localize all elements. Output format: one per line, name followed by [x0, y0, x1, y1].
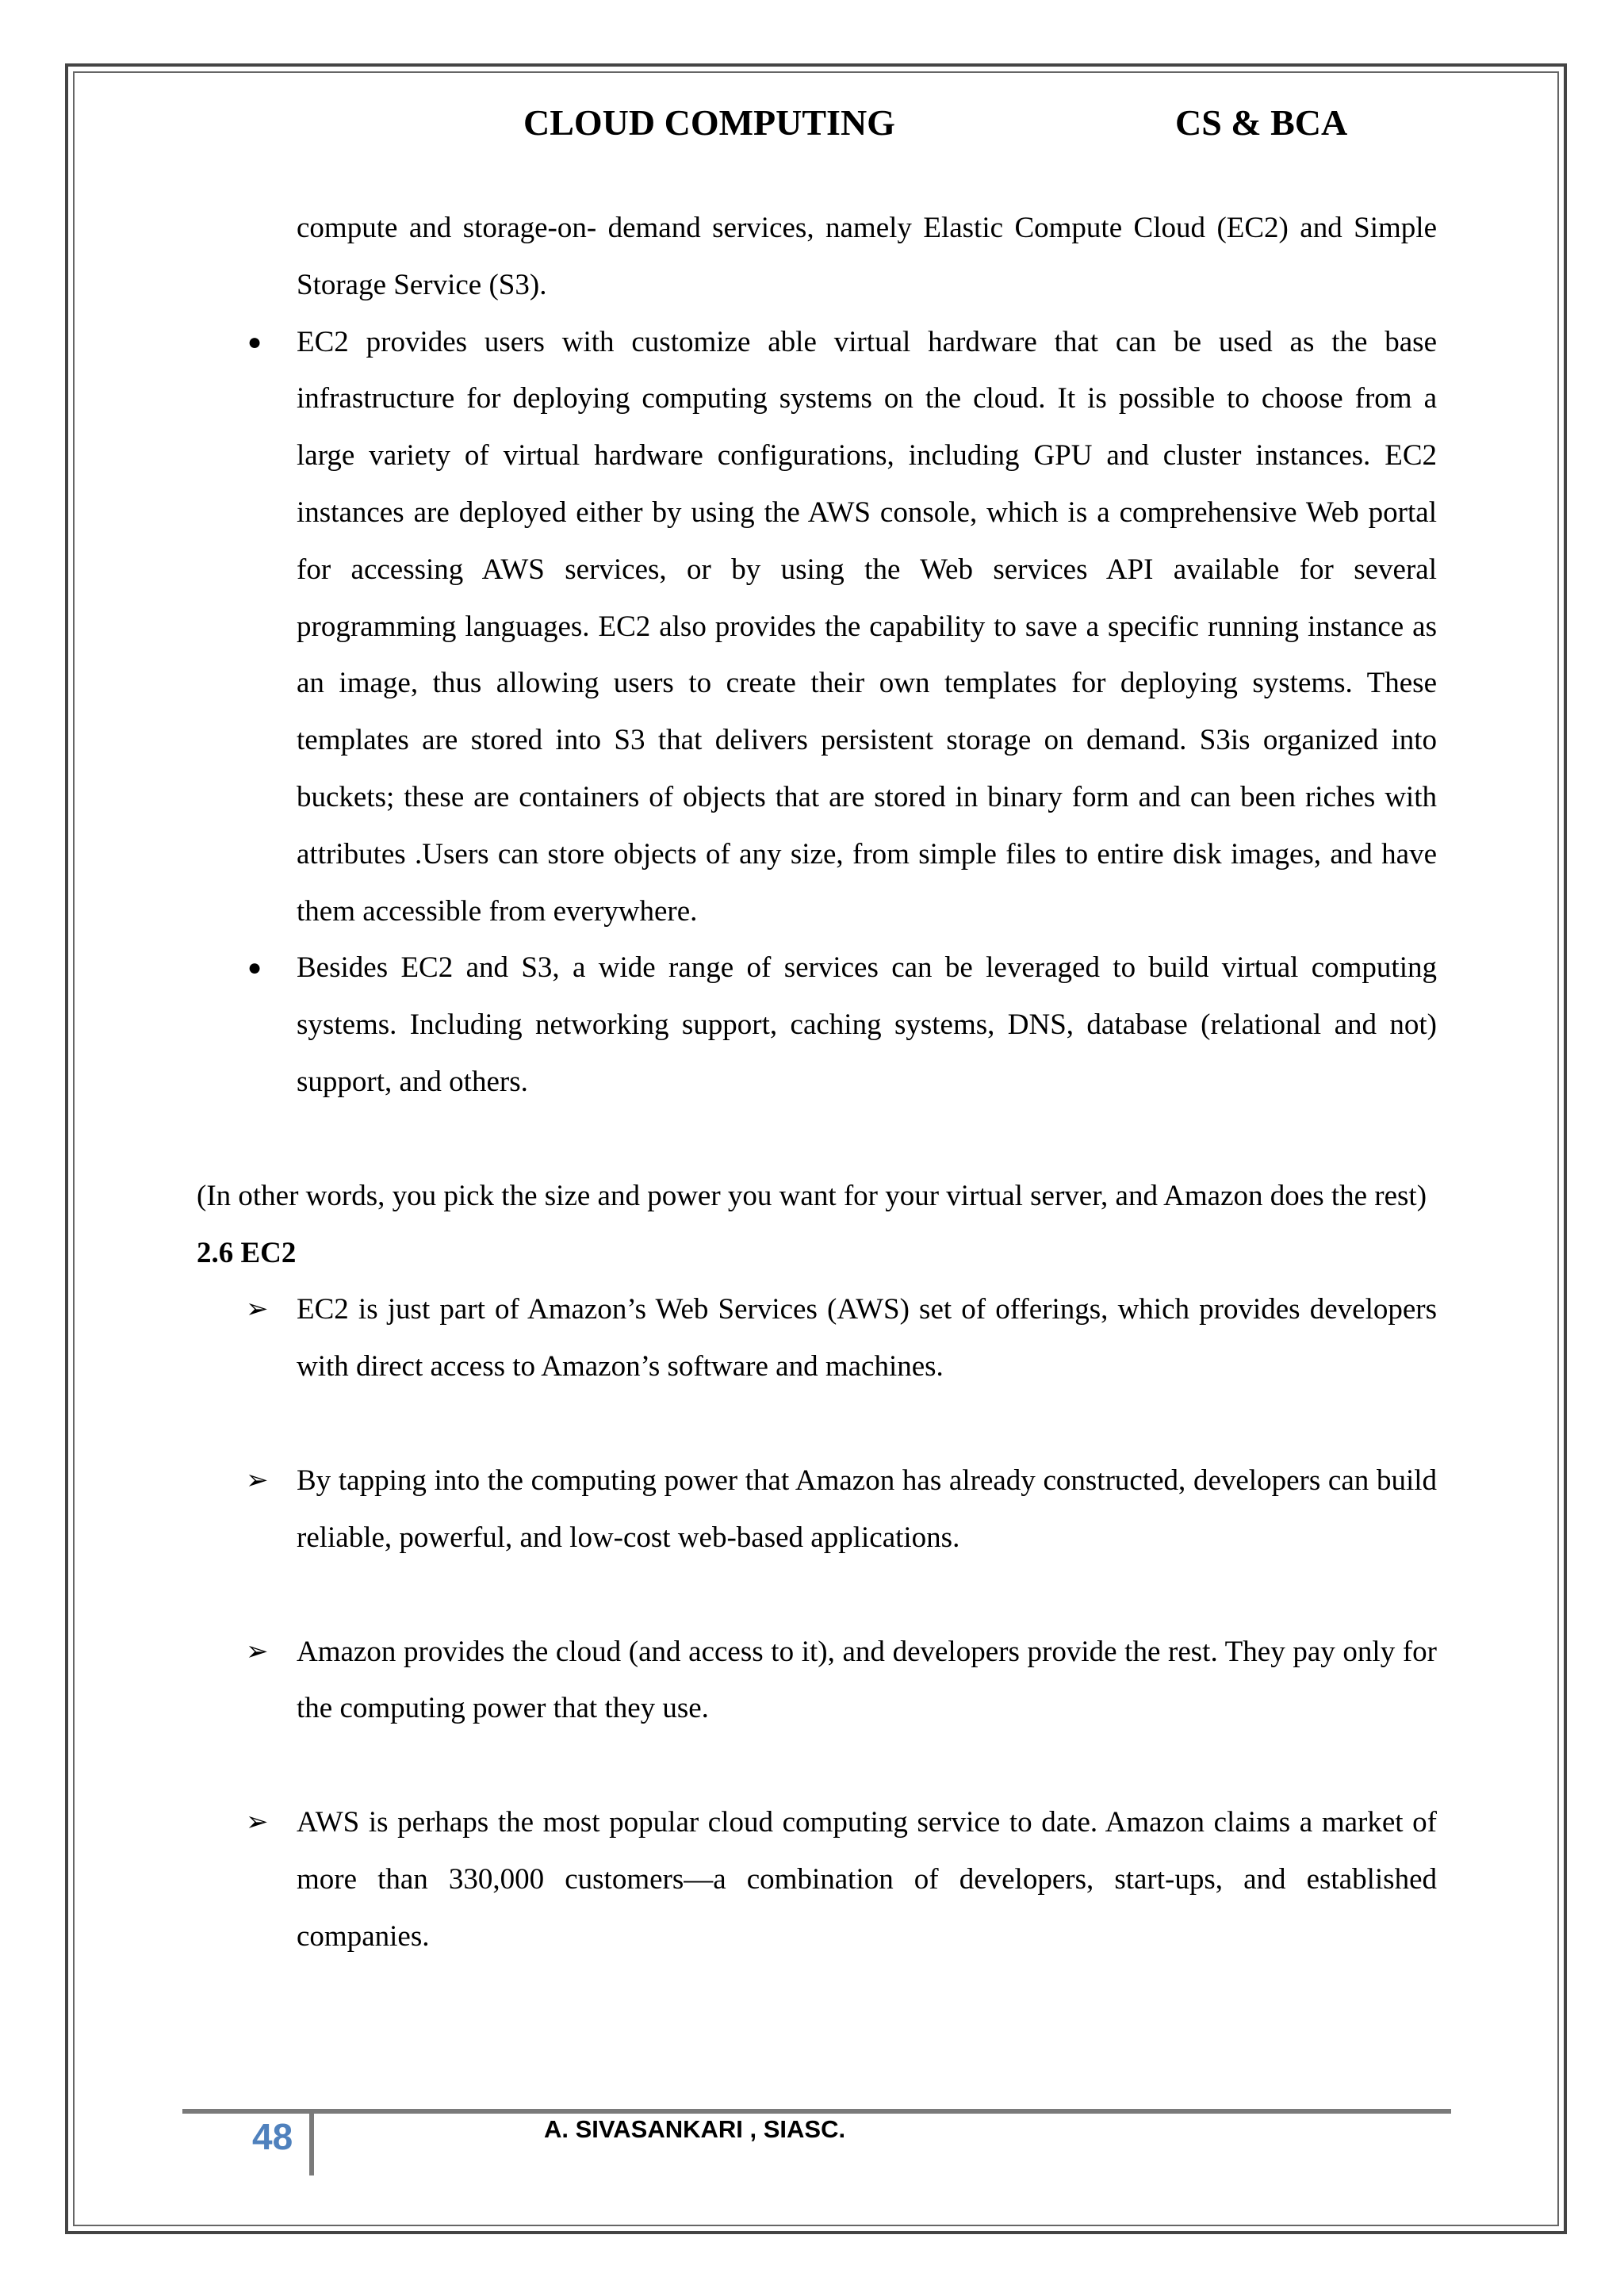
arrow-list-item — [197, 1452, 1437, 1567]
arrow-item-text: EC2 is just part of Amazon’s Web Services (AWS) set of offerings, which provides developers with direct access to Amazon’s software and machines. — [297, 1293, 1437, 1383]
bullet-text: EC2 provides users with customize able virtual hardware that can be used as the base infrastructure for deploying computing systems on the cloud. It is possible to choose from a large variety of virtual hardware configurations, including GPU and cluster instances. EC2 instances are deployed either by using the AWS console, which is a comprehensive Web portal for accessing AWS services, or by using the Web services API available for several programming languages. EC2 also provides the capability to save a specific running instance as an image, thus allowing users to create their own templates for deploying systems. These templates are stored into S3 that delivers persistent storage on demand. S3is organized into buckets; these are containers of objects that are stored in binary form and can been riches with attributes .Users can store objects of any size, from simple files to entire disk images, and have them accessible from everywhere. — [297, 325, 1437, 928]
arrow-list-item — [197, 1794, 1437, 1965]
bullet-text: Besides EC2 and S3, a wide range of services can be leveraged to build virtual computing systems. Including networking support, caching systems, DNS, database (relational and not) support, and others. — [297, 951, 1437, 1098]
arrow-item-text: By tapping into the computing power that Amazon has already constructed, developers can build reliable, powerful, and low-cost web-based applications. — [297, 1464, 1437, 1554]
arrow-bullet-icon: ➢ — [246, 1636, 269, 1667]
bullet-icon: ● — [247, 955, 262, 982]
page-number: 48 — [252, 2116, 293, 2157]
footer-rule — [182, 2109, 1451, 2114]
page-header — [0, 95, 1624, 151]
bullet-item — [197, 314, 1437, 940]
arrow-item-text: Amazon provides the cloud (and access to it), and developers provide the rest. They pay only for the computing power that they use. — [297, 1635, 1437, 1725]
footer-divider — [309, 2112, 314, 2175]
header-subject: CLOUD COMPUTING — [523, 102, 895, 143]
arrow-list-item — [197, 1281, 1437, 1395]
note-paragraph: (In other words, you pick the size and power you want for your virtual server, and Amazon does the rest) — [197, 1179, 1427, 1212]
continuation-paragraph: compute and storage-on- demand services, namely Elastic Compute Cloud (EC2) and Simple Storage Service (S3). — [297, 212, 1437, 301]
arrow-bullet-icon: ➢ — [246, 1808, 269, 1838]
arrow-item-text: AWS is perhaps the most popular cloud computing service to date. Amazon claims a market of more than 330,000 customers—a combination of developers, start-ups, and established companies. — [297, 1806, 1437, 1953]
arrow-bullet-icon: ➢ — [246, 1295, 269, 1325]
bullet-item — [197, 939, 1437, 1110]
page-body — [197, 200, 1437, 1965]
arrow-bullet-icon: ➢ — [246, 1465, 269, 1495]
section-title: 2.6 EC2 — [197, 1236, 297, 1269]
arrow-list-item — [197, 1624, 1437, 1738]
bullet-icon: ● — [247, 328, 262, 355]
header-course: CS & BCA — [1175, 102, 1348, 143]
footer-author: A. SIVASANKARI , SIASC. — [544, 2115, 846, 2143]
